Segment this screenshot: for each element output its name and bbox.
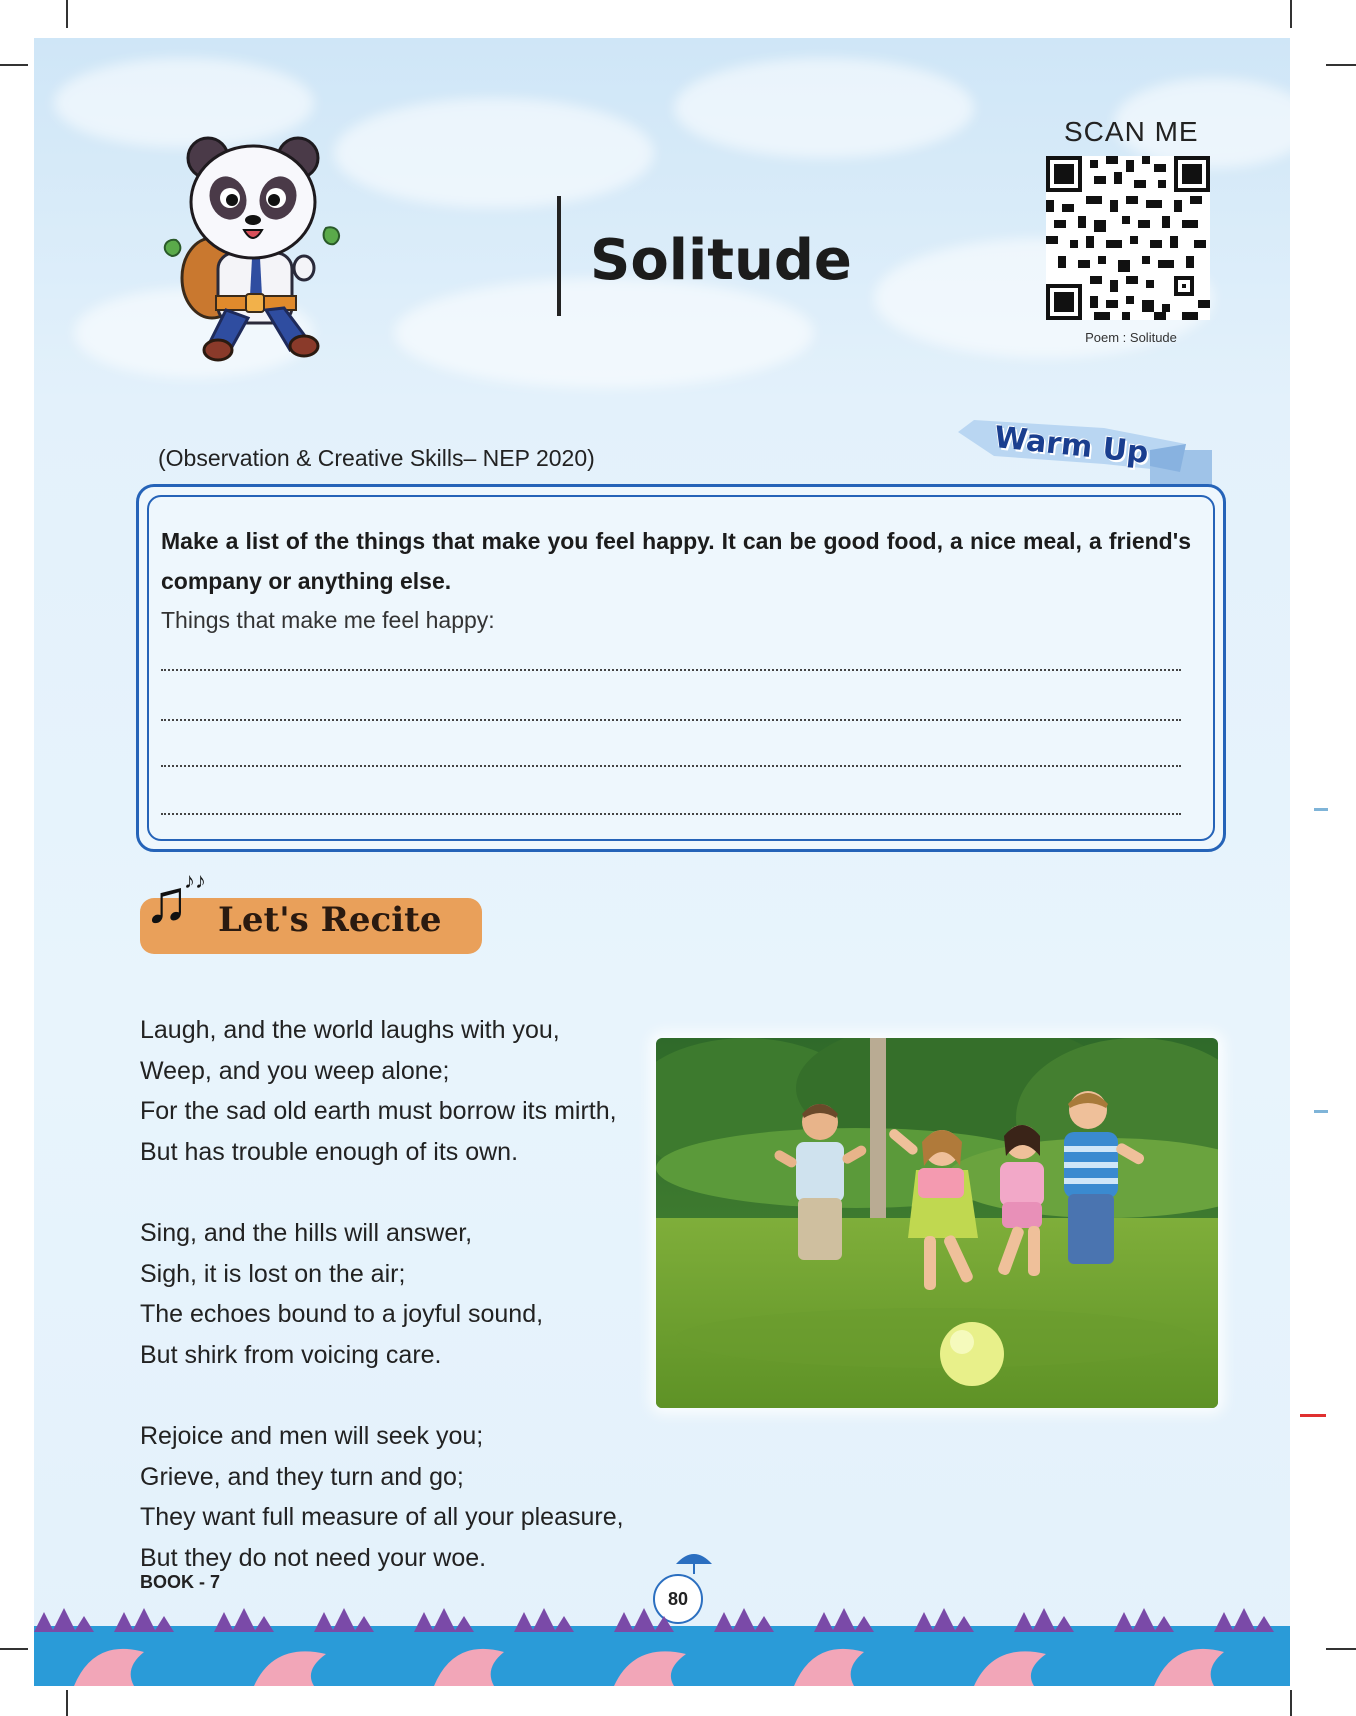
edge-mark [1314,808,1328,811]
umbrella-icon [674,1546,714,1576]
answer-line[interactable] [161,719,1181,721]
poem [140,1010,624,1578]
poem-line: But has trouble enough of its own. [140,1137,519,1166]
poem-line: The echoes bound to a joyful sound, [140,1300,544,1329]
recite-label: Let's Recite [218,900,442,940]
poem-line: They want full measure of all your pleasure, [140,1503,624,1532]
poem-line: For the sad old earth must borrow its mirth, [140,1097,617,1126]
poem-line: Weep, and you weep alone; [140,1056,450,1085]
poem-line: Sigh, it is lost on the air; [140,1259,406,1288]
poem-line: But shirk from voicing care. [140,1340,442,1369]
textbook-page [34,38,1290,1686]
edge-mark [1300,1414,1326,1417]
warm-up-task-box [136,484,1226,852]
edge-mark [1314,1110,1328,1113]
scan-me-label: SCAN ME [1064,116,1199,147]
warm-up-label: Warm Up [992,420,1151,471]
poem-stanza [140,1010,624,1172]
book-label: BOOK - 7 [140,1572,221,1592]
page-number: 80 [653,1574,703,1624]
task-sub-prompt: Things that make me feel happy: [161,607,495,633]
poem-line: But they do not need your woe. [140,1543,487,1572]
children-playing-photo [656,1038,1218,1408]
qr-code-icon[interactable] [1046,156,1210,320]
cloud-decoration [334,98,654,208]
crop-mark [0,1648,28,1650]
poem-line: Rejoice and men will seek you; [140,1421,484,1450]
answer-line[interactable] [161,765,1181,767]
panda-student-icon [148,128,348,368]
poem-stanza [140,1213,624,1375]
crop-mark [66,0,68,28]
music-note-icon: ♫ [144,868,189,935]
answer-line[interactable] [161,669,1181,671]
crop-mark [1290,0,1292,28]
crop-mark [1326,1648,1356,1650]
crop-mark [1326,64,1356,66]
qr-caption: Poem : Solitude [1085,330,1177,345]
music-note-small-icon: ♪♪ [184,868,206,893]
skills-note: (Observation & Creative Skills– NEP 2020) [158,445,595,471]
poem-line: Sing, and the hills will answer, [140,1218,473,1247]
crop-mark [0,64,28,66]
poem-line: Laugh, and the world laughs with you, [140,1016,560,1044]
task-prompt: Make a list of the things that make you feel happy. It can be good food, a nice meal, a friend's company or anything else. [161,528,1191,594]
cloud-decoration [394,278,814,388]
poem-stanza [140,1416,624,1578]
title-divider [557,196,561,316]
decorative-border [34,1608,1290,1686]
crop-mark [1290,1690,1292,1716]
page-title: Solitude [590,228,852,293]
cloud-decoration [674,58,974,158]
answer-line[interactable] [161,813,1181,815]
poem-line: Grieve, and they turn and go; [140,1462,464,1491]
crop-mark [66,1690,68,1716]
